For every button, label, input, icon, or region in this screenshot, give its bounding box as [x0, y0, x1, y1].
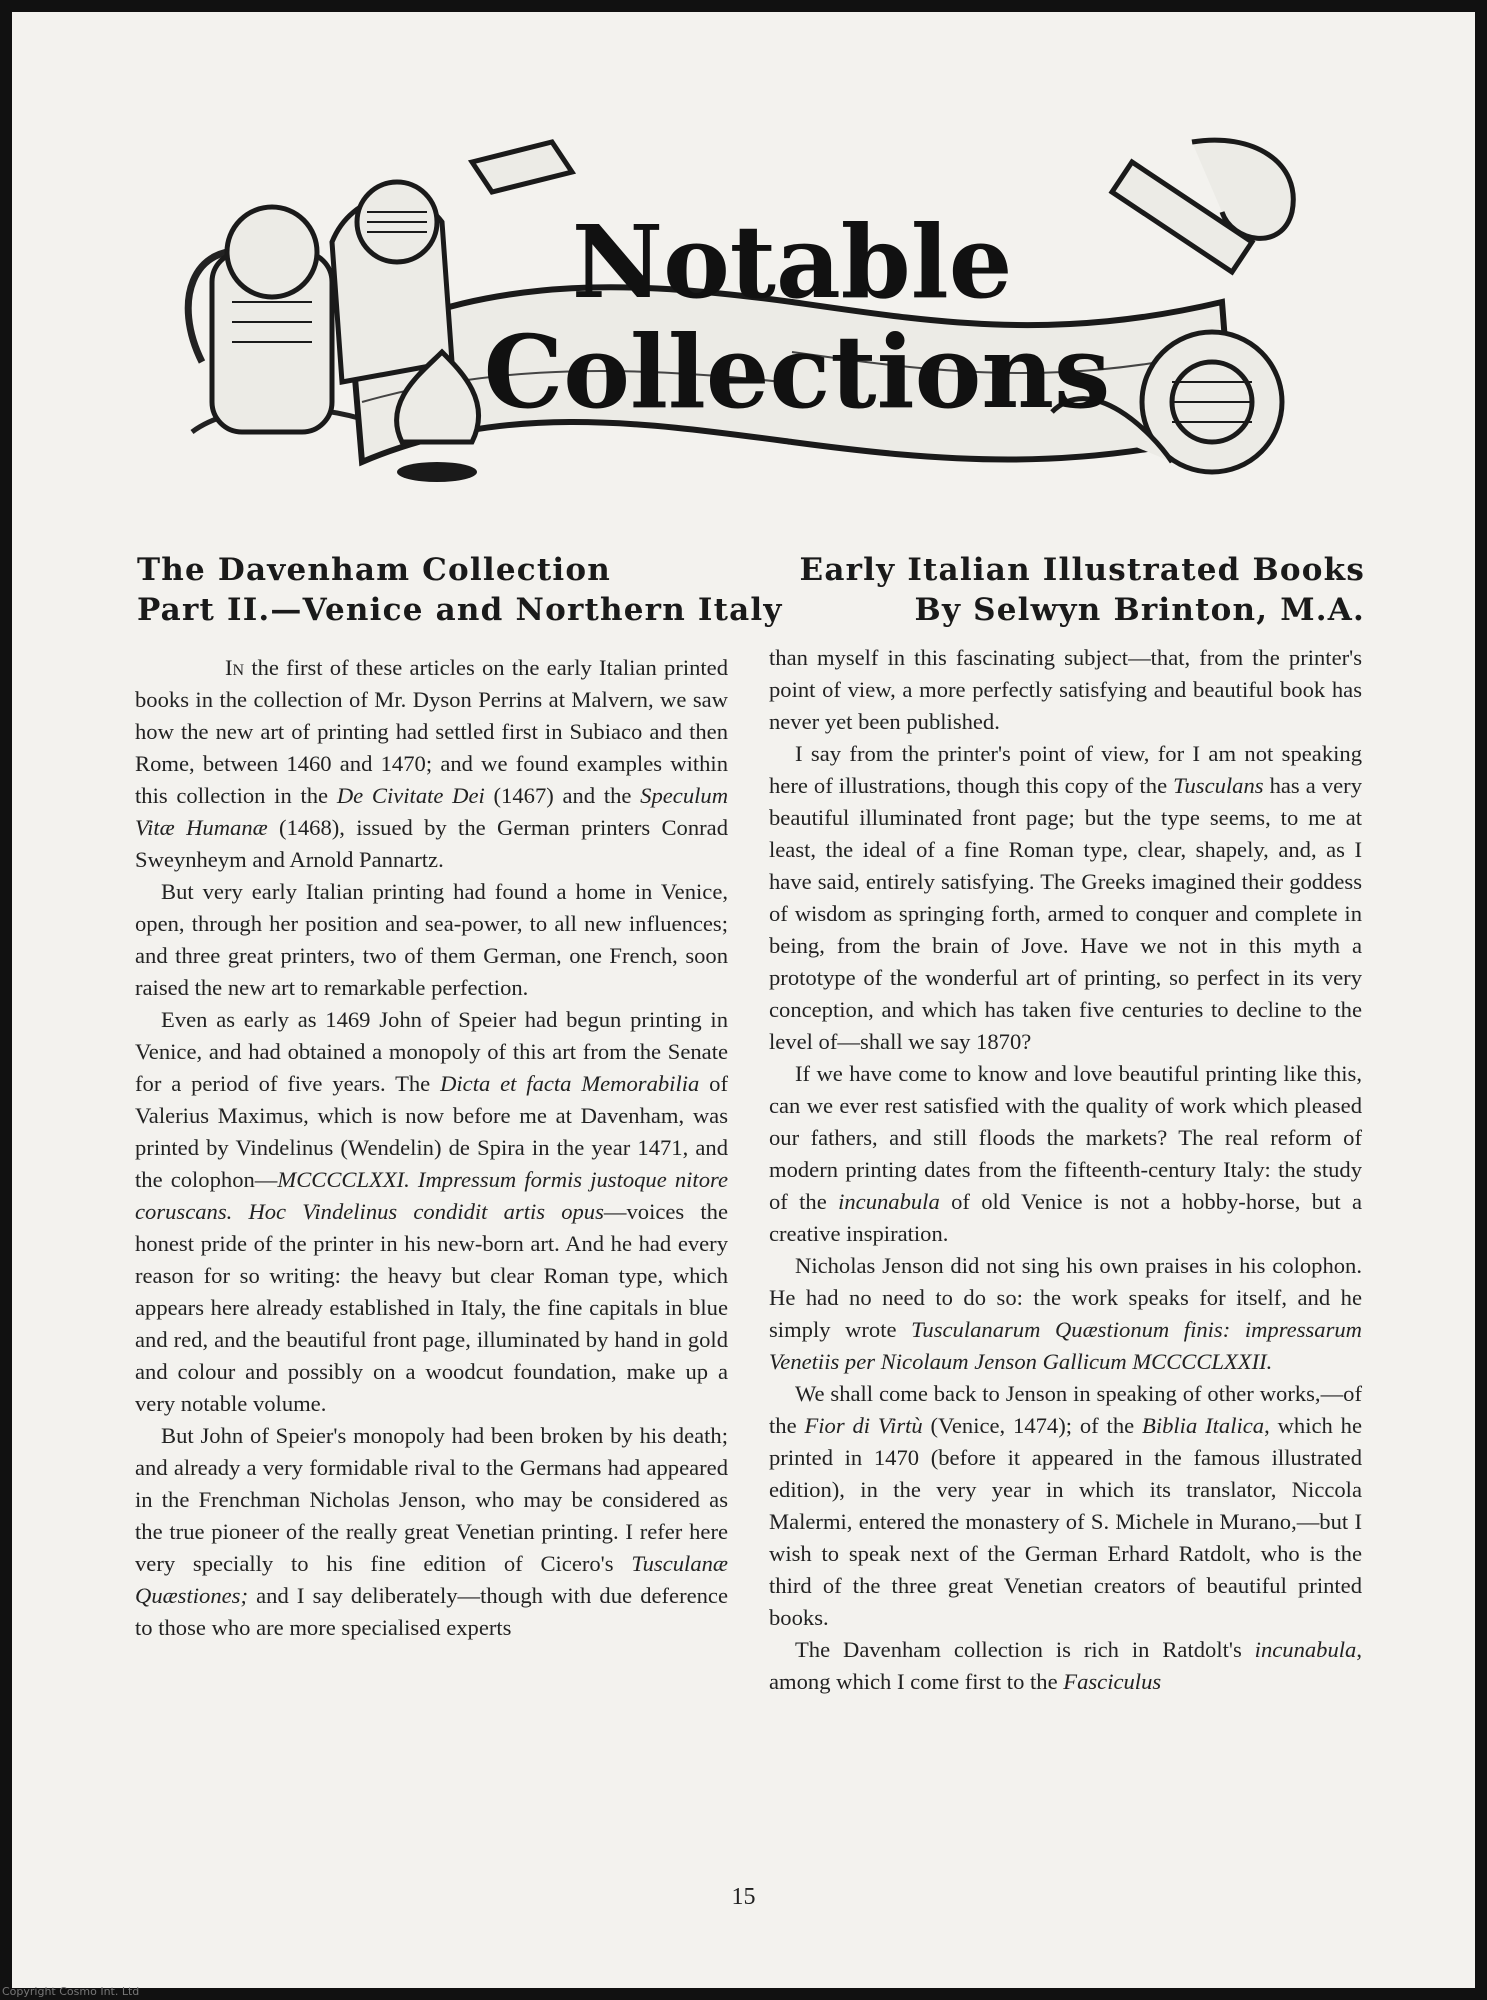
paragraph	[769, 1058, 1362, 1250]
paragraph	[135, 1004, 728, 1420]
headline-row-1	[137, 552, 1365, 588]
text: I say from the printer's point of view, for I am not speaking here of illustrations, though this copy of the	[769, 741, 1362, 798]
text: of old Venice is not a hobby-horse, but a creative inspiration.	[769, 1189, 1362, 1246]
book-title: Dicta et facta Memorabilia	[440, 1071, 700, 1096]
book-title: Biblia Italica	[1142, 1413, 1265, 1438]
headline-row-2	[137, 592, 1365, 628]
banner-title-line2: Collections	[483, 313, 1111, 431]
text: If we have come to know and love beautiful printing like this, can we ever rest satisfied with the quality of work which pleased our fathers, and still floods the markets? The real reform of modern printing dates from the fifteenth-century Italy: the study of the	[769, 1061, 1362, 1214]
book-title: Tusculans	[1173, 773, 1264, 798]
page-number: 15	[731, 1884, 756, 1910]
text: The Davenham collection is rich in Ratdolt's	[795, 1637, 1255, 1662]
text: Nicholas Jenson did not sing his own praises in his colophon. He had no need to do so: the work speaks for itself, and he simply wrote	[769, 1253, 1362, 1342]
text: We shall come back to Jenson in speaking of other works,—of the	[769, 1381, 1362, 1438]
paragraph: But very early Italian printing had found a home in Venice, open, through her position and sea-power, to all new influences; and three great printers, two of them German, one French, soon raised the new art to remarkable perfection.	[135, 879, 728, 1000]
colophon-quote: Tusculanarum Quæstionum finis: impressarum Venetiis per Nicolaum Jenson Gallicum MCCCCLXXII.	[769, 1317, 1362, 1374]
paragraph	[769, 1378, 1362, 1634]
text: , among which I come first to the	[769, 1637, 1362, 1694]
paragraph: than myself in this fascinating subject—that, from the printer's point of view, a more perfectly satisfying and beautiful book has never yet been published.	[769, 645, 1362, 734]
book-title: Fior di Virtù	[804, 1413, 923, 1438]
series-title: The Davenham Collection	[137, 552, 611, 588]
text: (1468), issued by the German printers Conrad Sweynheym and Arnold Pannartz.	[135, 815, 728, 872]
drop-word: In	[225, 655, 245, 680]
book-title: Tusculanæ Quæstiones;	[135, 1551, 728, 1608]
term: incunabula	[1254, 1637, 1357, 1662]
paragraph	[135, 1420, 728, 1644]
paragraph	[769, 1250, 1362, 1378]
text: (1467) and the	[484, 783, 641, 808]
text: and I say deliberately—though with due deference to those who are more specialised experts	[135, 1583, 728, 1640]
copyright-notice: Copyright Cosmo Int. Ltd	[2, 1985, 140, 1998]
paragraph	[769, 1634, 1362, 1698]
text: the first of these articles on the early Italian printed books in the collection of Mr. Dyson Perrins at Malvern, we saw how the new art of printing had settled first in Subiaco and then Rome, between 1460 and 1470; and we found examples within this collection in the	[135, 655, 728, 808]
paragraph	[769, 738, 1362, 1058]
term: incunabula	[838, 1189, 940, 1214]
text: (Venice, 1474); of the	[922, 1413, 1143, 1438]
article-title: Early Italian Illustrated Books	[799, 552, 1365, 588]
text: has a very beautiful illuminated front page; but the type seems, to me at least, the ideal of a fine Roman type, clear, shapely, and, as I have said, entirely satisfying. The Greeks imagined their goddess of wisdom as springing forth, armed to conquer and complete in being, from the brain of Jove. Have we not in this myth a prototype of the wonderful art of printing, so perfect in its very conception, and which has taken five centuries to decline to the level of—shall we say 1870?	[769, 773, 1362, 1054]
text: , which he printed in 1470 (before it appeared in the famous illustrated edition), in the very year in which its translator, Niccola Malermi, entered the monastery of S. Michele in Murano,—but I wish to speak next of the German Erhard Ratdolt, who is the third of the three great Venetian creators of beautiful printed books.	[769, 1413, 1362, 1630]
book-title: Speculum Vitæ Humanæ	[135, 783, 729, 840]
text: Even as early as 1469 John of Speier had begun printing in Venice, and had obtained a monopoly of this art from the Senate for a period of five years. The	[135, 1007, 728, 1096]
byline: By Selwyn Brinton, M.A.	[914, 592, 1365, 628]
text: —voices the honest pride of the printer in his new-born art. And he had every reason for so writing: the heavy but clear Roman type, which appears here already established in Italy, the fine capitals in blue and red, and the beautiful front page, illuminated by hand in gold and colour and possibly on a woodcut foundation, make up a very notable volume.	[135, 1199, 728, 1416]
left-column	[135, 652, 728, 1644]
paragraph	[135, 652, 728, 876]
part-title: Part II.—Venice and Northern Italy	[137, 592, 783, 628]
banner-title-line1: Notable	[571, 203, 1013, 321]
book-title: De Civitate Dei	[336, 783, 485, 808]
text: of Valerius Maximus, which is now before me at Davenham, was printed by Vindelinus (Wendelin) de Spira in the year 1471, and the colophon—	[135, 1071, 728, 1192]
decorative-banner-illustration	[172, 102, 1372, 522]
book-title: Fasciculus	[1063, 1669, 1162, 1694]
right-column	[769, 642, 1362, 1698]
magazine-page	[12, 12, 1475, 1988]
colophon-quote: MCCCCLXXI. Impressum formis justoque nitore coruscans. Hoc Vindelinus condidit artis opus	[135, 1167, 728, 1224]
text: But John of Speier's monopoly had been broken by his death; and already a very formidable rival to the Germans had appeared in the Frenchman Nicholas Jenson, who may be considered as the true pioneer of the really great Venetian printing. I refer here very specially to his fine edition of Cicero's	[135, 1423, 728, 1576]
